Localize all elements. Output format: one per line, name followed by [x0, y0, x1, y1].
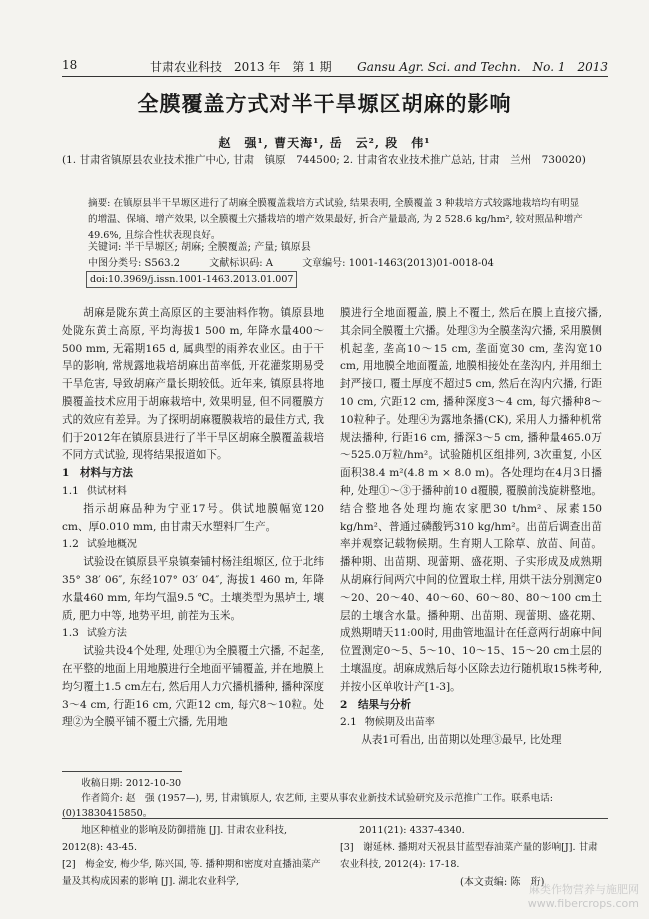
editor-note: (本文责编: 陈 珩) — [460, 877, 545, 888]
reference-item: [2] 梅金安, 梅少华, 陈兴国, 等. 播种期和密度对直播油菜产量及其构成因素的影响 [J]. 湖北农业科学, — [62, 859, 321, 887]
subsection-title: 试验地概况 — [86, 539, 137, 551]
body-paragraph: 试验设在镇原县平泉镇秦铺村杨洼组塬区, 位于北纬35° 38′ 06″, 东经107° 03′ 04″, 海拔1 460 m, 年降水量460 mm, 年均气温9.5 ℃。土壤类型为黑垆土, 壤质, 肥力中等, 地势平坦, 前茬为玉米。 — [62, 556, 324, 622]
classification-line — [88, 256, 588, 272]
watermark — [528, 883, 639, 911]
watermark-site-name: 麻类作物营养与施肥网 — [529, 883, 639, 896]
doi-link[interactable]: doi:10.3969/j.issn.1001-1463.2013.01.007 — [86, 271, 297, 288]
clc-number: 中图分类号: S563.2 — [88, 258, 181, 269]
subsection-title: 试验方法 — [86, 628, 127, 640]
references-rule — [62, 818, 608, 819]
received-date: 收稿日期: 2012-10-30 — [81, 778, 182, 789]
body-paragraph: 从表1可看出, 出苗期以处理③最早, 比处理 — [361, 734, 562, 747]
abstract: 摘要: 在镇原县半干旱塬区进行了胡麻全膜覆盖栽培方式试验, 结果表明, 全膜覆盖 3 种栽培方式较露地栽培均有明显的增温、保墒、增产效果, 以全膜覆土穴播栽培的增产效果最好, 折合产量最高, 为 2 528.6 kg/hm², 较对照品种增产 49.6%, 且综合性状表现良好。 — [88, 198, 583, 241]
journal-name-en: Gansu Agr. Sci. and Techn. No. 1 2013 — [357, 60, 608, 74]
reference-item: 地区种植业的影响及防御措施 [J]. 甘肃农业科技, 2012(8): 43-45. — [62, 825, 287, 853]
section-heading: 1 材料与方法 — [62, 467, 133, 480]
subsection-title: 供试材料 — [86, 485, 127, 497]
subsection-number: 1.1 — [62, 484, 79, 497]
body-paragraph: 指示胡麻品种为宁亚17号。供试地膜幅宽120 cm、厚0.010 mm, 由甘肃天水塑料厂生产。 — [62, 502, 324, 533]
references-left — [62, 822, 324, 890]
keywords: 关键词: 半干旱塬区; 胡麻; 全膜覆盖; 产量; 镇原县 — [88, 242, 311, 253]
body-right-column — [340, 305, 602, 750]
header-rule — [62, 76, 608, 77]
subsection-heading — [62, 625, 324, 643]
document-code: 文献标识码: A — [209, 258, 273, 269]
references-right — [340, 822, 602, 873]
subsection-number: 1.3 — [62, 627, 79, 640]
author-list: 赵 强¹, 曹天海¹, 岳 云², 段 伟¹ — [218, 136, 431, 150]
subsection-number: 1.2 — [62, 538, 79, 551]
article-number: 文章编号: 1001-1463(2013)01-0018-04 — [302, 258, 494, 269]
section-heading: 2 结果与分析 — [340, 698, 411, 711]
page-number: 18 — [62, 58, 78, 72]
body-paragraph: 试验共设4个处理, 处理①为全膜覆土穴播, 不起垄, 在平整的地面上用地膜进行全地面平铺覆盖, 并在地膜上均匀覆土1.5 cm左右, 然后用人力穴播机播种, 播种深度3～4 cm, 行距16 cm, 穴距12 cm, 每穴8～10粒。处理②为全膜平铺不覆土穴播, 先用地 — [62, 645, 324, 729]
subsection-heading — [62, 483, 324, 501]
author-bio: 作者简介: 赵 强 (1957—), 男, 甘肃镇原人, 农艺师, 主要从事农业新技术试验研究及示范推广工作。联系电话: (0)13830415850。 — [62, 793, 553, 819]
subsection-title: 物候期及出苗率 — [364, 717, 435, 729]
watermark-url: www.fibercrops.com — [527, 897, 639, 910]
affiliation: (1. 甘肃省镇原县农业技术推广中心, 甘肃 镇原 744500; 2. 甘肃省农业技术推广总站, 甘肃 兰州 730020) — [62, 154, 586, 166]
reference-item: [3] 谢延林. 播期对天祝县甘蓝型春油菜产量的影响[J]. 甘肃农业科技, 2012(4): 17-18. — [340, 842, 598, 870]
reference-item: 2011(21): 4337-4340. — [340, 825, 465, 836]
footnote-rule — [62, 771, 182, 772]
subsection-heading — [340, 714, 602, 732]
body-paragraph: 膜进行全地面覆盖, 膜上不覆土, 然后在膜上直接穴播, 其余同全膜覆土穴播。处理③为全膜垄沟穴播, 采用膜侧机起垄, 垄高10～15 cm, 垄面宽30 cm, 垄沟宽10 cm, 用地膜全地面覆盖, 地膜相接处在垄沟内, 并用细土封严接口, 覆土厚度不超过5 cm, 然后在沟内穴播, 行距10 cm, 穴距12 cm, 播种深度3～4 cm, 每穴播种8～10粒种子。处理④为露地条播(CK), 采用人力播种机常规法播种, 行距16 cm, 播深3～5 cm, 播种量465.0万～525.0万粒/hm²。试验随机区组排列, 3次重复, 小区面积38.4 m²(4.8 m × 8.0 m)。各处理均在4月3日播种, 处理①～③于播种前10 d覆膜, 覆膜前浅旋耕整地。结合整地各处理均施农家肥30 t/hm²、尿素150 kg/hm²、普通过磷酸钙310 kg/hm²。出苗后调查出苗率并观察记载物候期。生育期人工除草、放苗、间苗。播种期、出苗期、现蕾期、盛花期、子实形成及成熟期从胡麻行间两穴中间的位置取土样, 用烘干法分别测定0～20、20～40、40～60、60～80、80～100 cm土层的土壤含水量。播种期、出苗期、现蕾期、盛花期、成熟期晴天11:00时, 用曲管地温计在任意两行胡麻中间位置测定0～5、5～10、10～15、15～20 cm土层的土壤温度。胡麻成熟后每小区除去边行随机取15株考种, 并按小区单收计产[1-3]。 — [340, 307, 602, 693]
body-paragraph: 胡麻是陇东黄土高原区的主要油料作物。镇原县地处陇东黄土高原, 平均海拔1 500 m, 年降水量400～500 mm, 无霜期165 d, 属典型的雨养农业区。由于干旱的影响, 常规露地栽培胡麻出苗率低, 开花灌浆期易受干旱危害, 导致胡麻产量长期较低。近年来, 镇原县将地膜覆盖技术应用于胡麻栽培中, 效果明显, 但不同覆膜方式的效应有差异。为了探明胡麻覆膜栽培的最佳方式, 我们于2012年在镇原县进行了半干旱区胡麻全膜覆盖栽培不同方式试验, 现将结果报道如下。 — [62, 307, 324, 462]
body-left-column — [62, 305, 324, 732]
article-title: 全膜覆盖方式对半干旱塬区胡麻的影响 — [137, 91, 512, 116]
subsection-number: 2.1 — [340, 716, 357, 729]
subsection-heading — [62, 536, 324, 554]
footnote — [62, 776, 608, 821]
journal-name-cn: 甘肃农业科技 2013 年 第 1 期 — [150, 60, 332, 74]
